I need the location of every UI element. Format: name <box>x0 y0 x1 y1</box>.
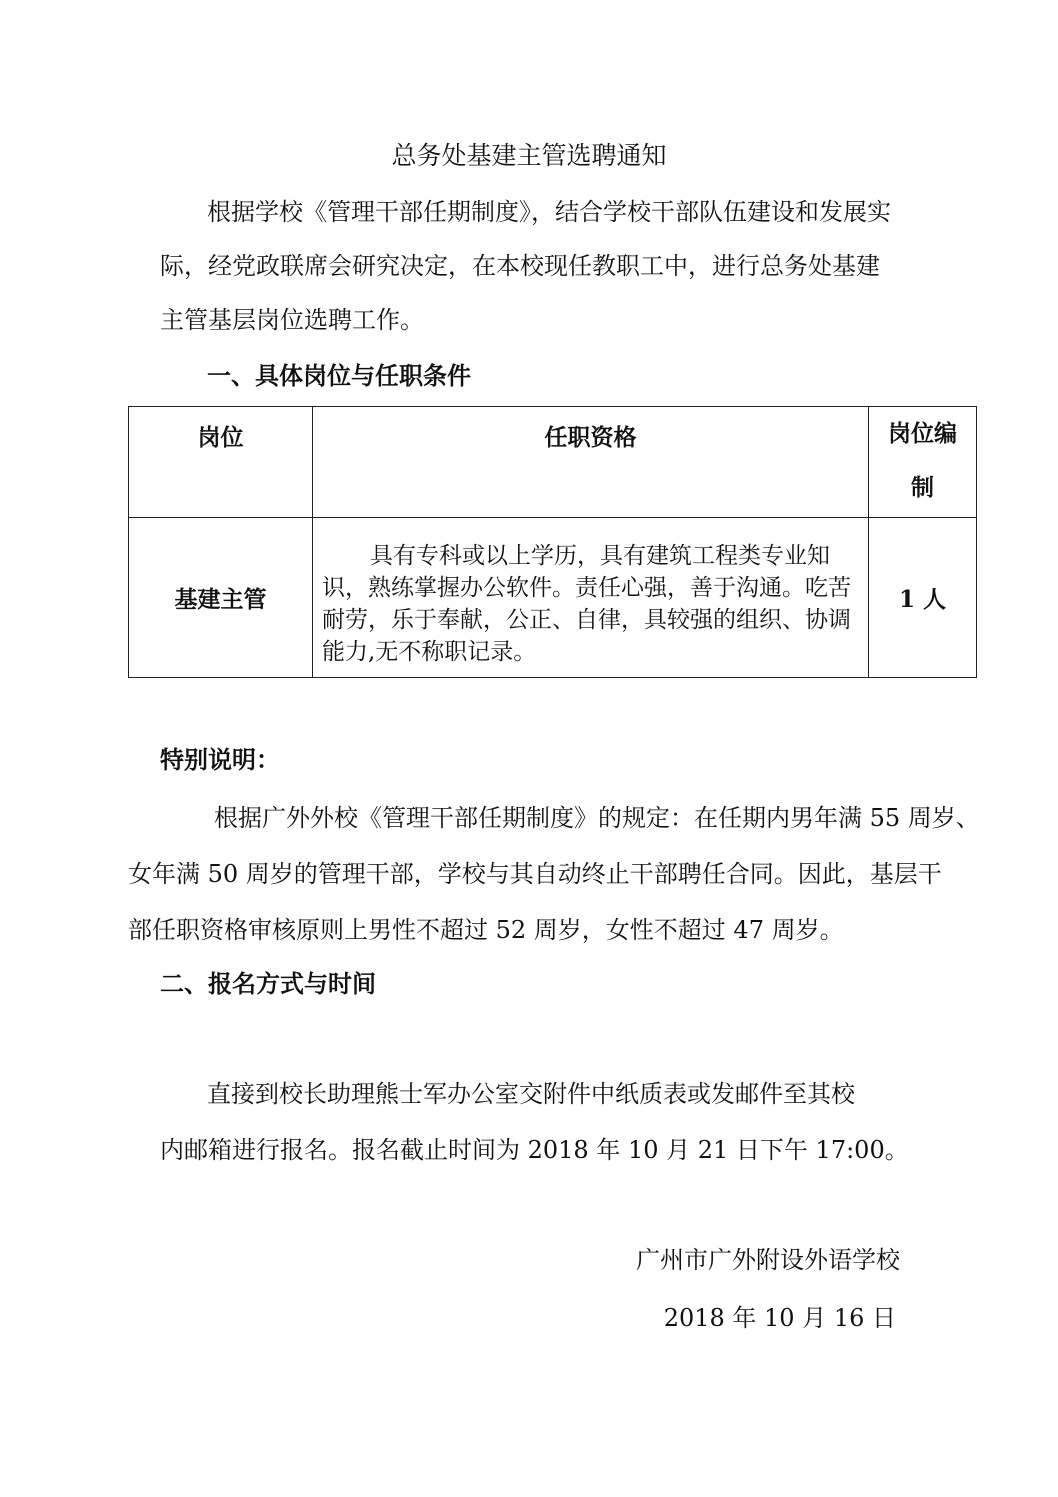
cell-position: 基建主管 <box>129 518 313 678</box>
special-note-heading: 特别说明： <box>160 745 280 774</box>
registration-line-2: 内邮箱进行报名。报名截止时间为 2018 年 10 月 21 日下午 17:00。 <box>160 1136 909 1164</box>
signature-date: 2018 年 10 月 16 日 <box>663 1304 896 1332</box>
positions-table <box>128 406 977 678</box>
cell-qualification <box>313 518 869 678</box>
table-row <box>129 518 977 678</box>
header-qualification: 任职资格 <box>313 407 869 518</box>
intro-line-3: 主管基层岗位选聘工作。 <box>160 306 424 334</box>
special-note-line-2: 女年满 50 周岁的管理干部，学校与其自动终止干部聘任合同。因此，基层干 <box>128 860 942 888</box>
section-1-heading: 一、具体岗位与任职条件 <box>207 361 471 390</box>
table-header-row <box>129 407 977 518</box>
page-title: 总务处基建主管选聘通知 <box>391 141 667 170</box>
registration-line-1: 直接到校长助理熊士军办公室交附件中纸质表或发邮件至其校 <box>207 1080 855 1108</box>
header-position: 岗位 <box>129 407 313 518</box>
section-2-heading: 二、报名方式与时间 <box>160 969 376 998</box>
header-quota <box>869 407 977 518</box>
special-note-line-3: 部任职资格审核原则上男性不超过 52 周岁，女性不超过 47 周岁。 <box>128 916 844 944</box>
intro-line-2: 际，经党政联席会研究决定，在本校现任教职工中，进行总务处基建 <box>160 252 880 280</box>
qualification-text: 具有专科或以上学历，具有建筑工程类专业知识，熟练掌握办公软件。责任心强，善于沟通。吃苦耐劳，乐于奉献，公正、自律，具较强的组织、协调能力,无不称职记录。 <box>322 543 851 665</box>
cell-quota: 1 人 <box>869 518 977 678</box>
intro-line-1: 根据学校《管理干部任期制度》，结合学校干部队伍建设和发展实 <box>207 198 891 226</box>
signature-org: 广州市广外附设外语学校 <box>636 1246 900 1274</box>
header-quota-label: 岗位编制 <box>888 420 957 501</box>
special-note-line-1: 根据广外外校《管理干部任期制度》的规定：在任期内男年满 55 周岁、 <box>214 804 980 832</box>
